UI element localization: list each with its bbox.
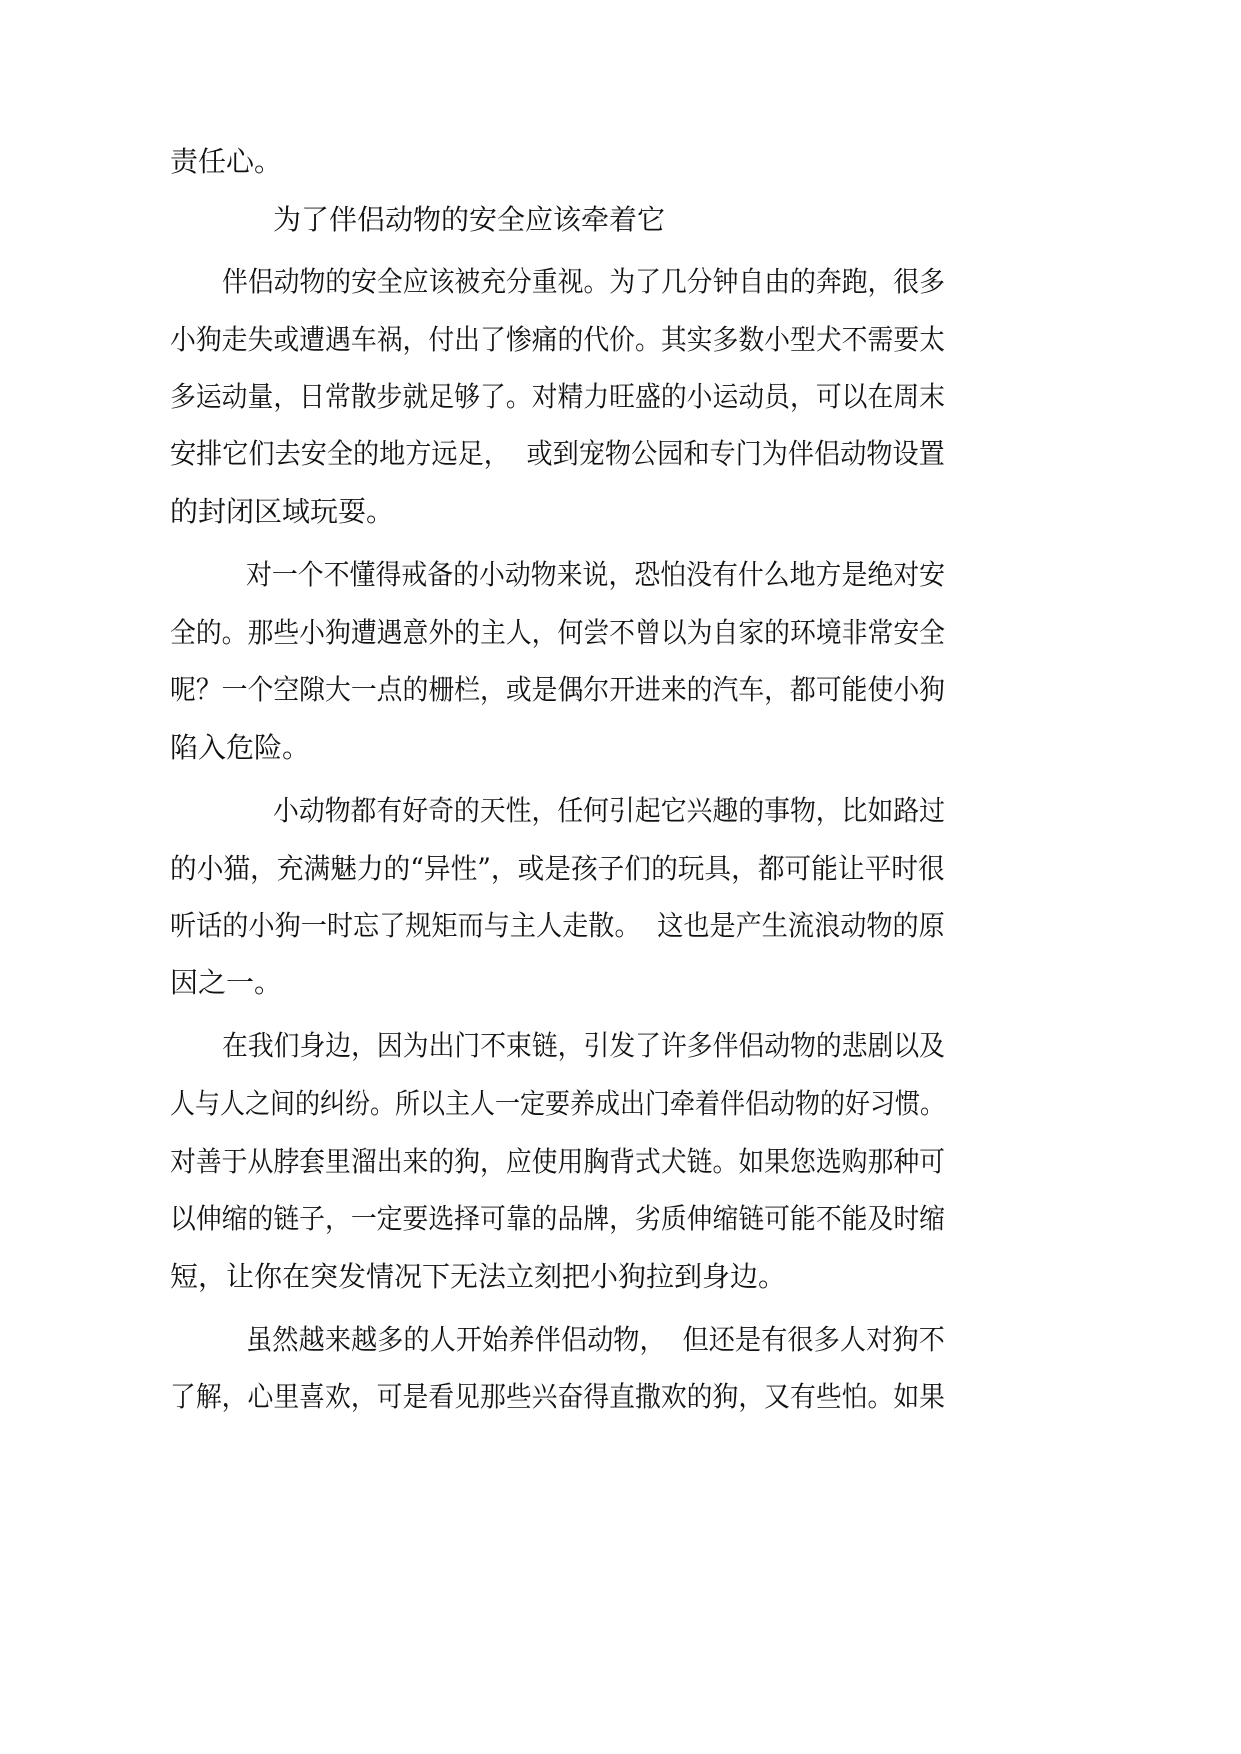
paragraph-line: 的小猫，充满魅力的“异性”，或是孩子们的玩具，都可能让平时很 xyxy=(170,852,945,885)
paragraph-line: 陷入危险。 xyxy=(170,731,311,764)
paragraph-line: 的封闭区域玩耍。 xyxy=(170,495,395,528)
paragraph-line: 对善于从脖套里溜出来的狗，应使用胸背式犬链。如果您选购那种可 xyxy=(170,1145,945,1178)
paragraph-line: 小动物都有好奇的天性，任何引起它兴趣的事物，比如路过 xyxy=(273,794,946,827)
paragraph-line: 以伸缩的链子，一定要选择可靠的品牌，劣质伸缩链可能不能及时缩 xyxy=(170,1202,945,1235)
paragraph-line: 伴侣动物的安全应该被充分重视。为了几分钟自由的奔跑，很多 xyxy=(222,265,946,298)
paragraph-line: 了解，心里喜欢，可是看见那些兴奋得直撒欢的狗，又有些怕。如果 xyxy=(170,1380,945,1413)
paragraph-line: 多运动量，日常散步就足够了。对精力旺盛的小运动员，可以在周末 xyxy=(170,380,945,413)
paragraph-line: 对一个不懂得戒备的小动物来说，恐怕没有什么地方是绝对安 xyxy=(246,558,946,591)
paragraph-line: 因之一。 xyxy=(170,966,283,999)
paragraph-line: 安排它们去安全的地方远足， 或到宠物公园和专门为伴侣动物设置 xyxy=(170,437,945,470)
paragraph-line: 短，让你在突发情况下无法立刻把小狗拉到身边。 xyxy=(170,1260,787,1293)
paragraph-line: 全的。那些小狗遭遇意外的主人，何尝不曾以为自家的环境非常安全 xyxy=(170,616,945,649)
paragraph-line: 在我们身边，因为出门不束链，引发了许多伴侣动物的悲剧以及 xyxy=(222,1029,946,1062)
paragraph-line: 听话的小狗一时忘了规矩而与主人走散。 这也是产生流浪动物的原 xyxy=(170,909,945,942)
paragraph-line: 虽然越来越多的人开始养伴侣动物， 但还是有很多人对狗不 xyxy=(246,1323,945,1356)
intro-tail-line: 责任心。 xyxy=(170,145,283,178)
section-heading: 为了伴侣动物的安全应该牵着它 xyxy=(273,203,666,236)
paragraph-line: 人与人之间的纠纷。所以主人一定要养成出门牵着伴侣动物的好习惯。 xyxy=(170,1087,946,1120)
paragraph-line: 小狗走失或遭遇车祸，付出了惨痛的代价。其实多数小型犬不需要太 xyxy=(170,323,945,356)
paragraph-line: 呢？一个空隙大一点的栅栏，或是偶尔开进来的汽车，都可能使小狗 xyxy=(170,673,945,706)
